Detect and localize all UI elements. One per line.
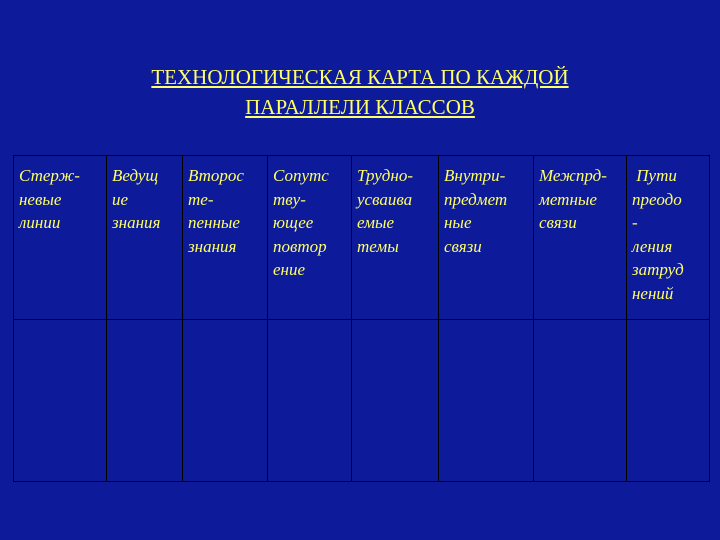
- header-accompanying-review: Сопутс тву- ющее повтор ение: [273, 166, 329, 279]
- table-row: [14, 320, 710, 482]
- table-cell: [183, 320, 268, 482]
- header-difficult-topics: Трудно- усваива емые темы: [357, 166, 413, 256]
- header-intra-subject-links: Внутри- предмет ные связи: [444, 166, 508, 256]
- technological-map-table: [13, 155, 710, 482]
- header-cell: [14, 156, 107, 320]
- table-header-row: [14, 156, 710, 320]
- table-cell: [439, 320, 534, 482]
- table-cell: [627, 320, 710, 482]
- header-leading-knowledge: Ведущ ие знания: [112, 166, 161, 232]
- header-inter-subject-links: Межпрд- метные связи: [539, 166, 607, 232]
- header-cell: [439, 156, 534, 320]
- header-secondary-knowledge: Второс те- пенные знания: [188, 166, 244, 256]
- slide-title: [0, 62, 720, 122]
- header-overcoming-difficulties: Пути преодо - ления затруд нений: [632, 166, 684, 303]
- header-cell: [352, 156, 439, 320]
- table-cell: [534, 320, 627, 482]
- table-cell: [107, 320, 183, 482]
- header-cell: [627, 156, 710, 320]
- table-cell: [268, 320, 352, 482]
- header-cell: [107, 156, 183, 320]
- header-core-lines: Стерж- невые линии: [19, 166, 80, 232]
- header-cell: [534, 156, 627, 320]
- title-line-1: ТЕХНОЛОГИЧЕСКАЯ КАРТА ПО КАЖДОЙ: [151, 65, 569, 89]
- header-cell: [183, 156, 268, 320]
- table-cell: [352, 320, 439, 482]
- title-line-2: ПАРАЛЛЕЛИ КЛАССОВ: [245, 95, 475, 119]
- header-cell: [268, 156, 352, 320]
- table-cell: [14, 320, 107, 482]
